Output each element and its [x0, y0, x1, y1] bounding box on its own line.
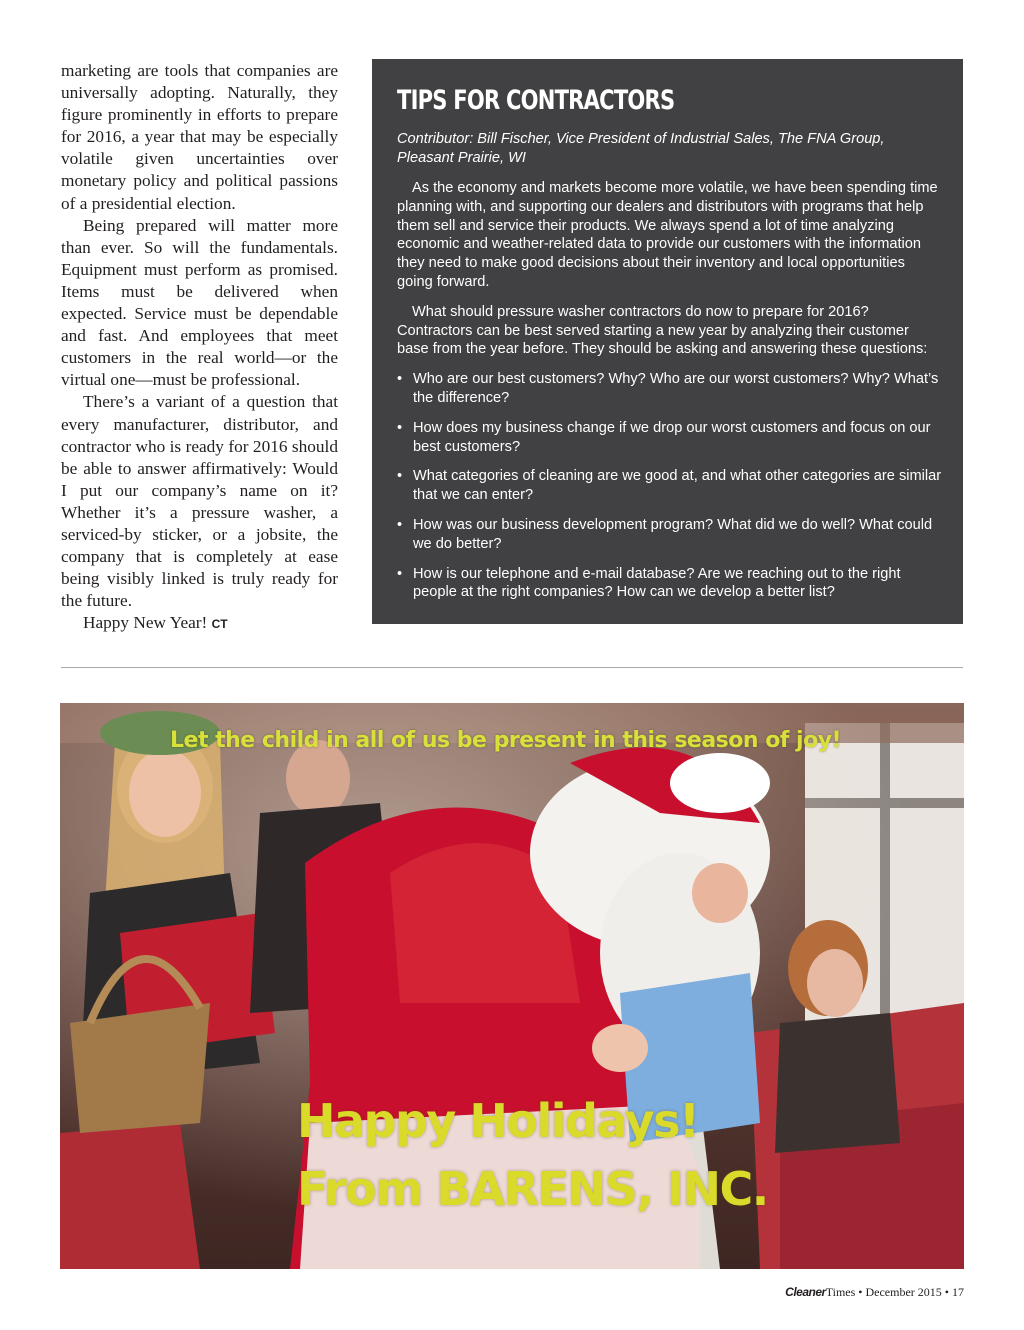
- santa-hat-trim: [670, 753, 770, 813]
- holiday-ad-photo: [60, 703, 964, 1269]
- list-item: [397, 467, 943, 505]
- question-text: How is our telephone and e-mail database? Are we reaching out to the right people at the right companies? How can we develop a better list?: [413, 565, 901, 601]
- article-paragraph: marketing are tools that companies are universally adopting. Naturally, they figure prominently in efforts to prepare for 2016, a year that may be especially volatile given uncertainties over monetary policy and political passions of a presidential election.: [61, 61, 338, 213]
- train-seat: [60, 1123, 200, 1269]
- end-mark: CT: [211, 617, 228, 632]
- question-text: How was our business development program? What did we do well? What could we do better?: [413, 516, 933, 552]
- bullet: •: [397, 419, 403, 436]
- section-divider: [61, 667, 963, 668]
- closing-text: Happy New Year!: [83, 613, 208, 633]
- santa-face: [692, 863, 748, 923]
- article-closing: [61, 612, 338, 635]
- publication-name-times: Times: [825, 1285, 856, 1299]
- question-text: How does my business change if we drop our worst customers and focus on our best customers?: [413, 419, 931, 455]
- tips-paragraph: What should pressure washer contractors do now to prepare for 2016? Contractors can be best served starting a new year by analyzing their customer base from the year before. They should be asking and answering these questions:: [397, 303, 928, 358]
- ad-greeting: Happy Holidays!: [297, 1094, 699, 1148]
- woman-coat: [775, 1013, 900, 1153]
- list-item: [397, 370, 943, 408]
- girl-face: [129, 749, 201, 837]
- ad-company: From BARENS, INC.: [297, 1162, 768, 1216]
- question-text: What categories of cleaning are we good at, and what other categories are similar that we can enter?: [413, 468, 942, 504]
- article-paragraph: There’s a variant of a question that every manufacturer, distributor, and contractor who is ready for 2016 should be able to answer affirmatively: Would I put our company’s name on it? Whether it’s a pressure washer, a serviced-by sticker, or a jobsite, the company that is completely at ease being visibly linked is truly ready for the future.: [61, 392, 338, 611]
- list-item: [397, 565, 943, 603]
- footer-separator: •: [944, 1285, 949, 1299]
- bullet: •: [397, 468, 403, 485]
- bullet: •: [397, 565, 403, 582]
- tips-sidebar: [372, 59, 963, 624]
- article-paragraph: Being prepared will matter more than ever. So will the fundamentals. Equipment must perform as promised. Items must be delivered when expected. Service must be dependable and fast. And employees that meet customers in the real world—or the virtual one—must be professional.: [61, 215, 338, 390]
- publication-name-cleaner: Cleaner: [785, 1285, 826, 1299]
- issue-date: December 2015: [865, 1285, 942, 1299]
- woman-face: [807, 949, 863, 1017]
- list-item: [397, 516, 943, 554]
- list-item: [397, 419, 943, 457]
- footer-separator: •: [858, 1285, 863, 1299]
- child-hand: [592, 1024, 648, 1072]
- question-text: Who are our best customers? Why? Who are our worst customers? Why? What’s the difference?: [413, 371, 939, 406]
- article-column: [61, 60, 338, 635]
- bullet: •: [397, 516, 403, 533]
- tips-paragraph: As the economy and markets become more volatile, we have been spending time planning with, and supporting our dealers and distributors with programs that help them sell and service their products. We always spend a lot of time analyzing economic and weather-related data to provide our customers with the information they need to make good decisions about their inventory and local opportunities going forward.: [397, 180, 938, 290]
- page-number: 17: [952, 1285, 964, 1299]
- tips-contributor: Contributor: Bill Fischer, Vice President of Industrial Sales, The FNA Group, Pleasant Prairie, WI: [397, 131, 885, 166]
- bullet: •: [397, 371, 403, 388]
- ad-tagline: Let the child in all of us be present in this season of joy!: [170, 728, 842, 753]
- tips-question-list: [397, 370, 943, 602]
- tips-title: TIPS FOR CONTRACTORS: [397, 85, 675, 116]
- page-footer: [785, 1285, 964, 1300]
